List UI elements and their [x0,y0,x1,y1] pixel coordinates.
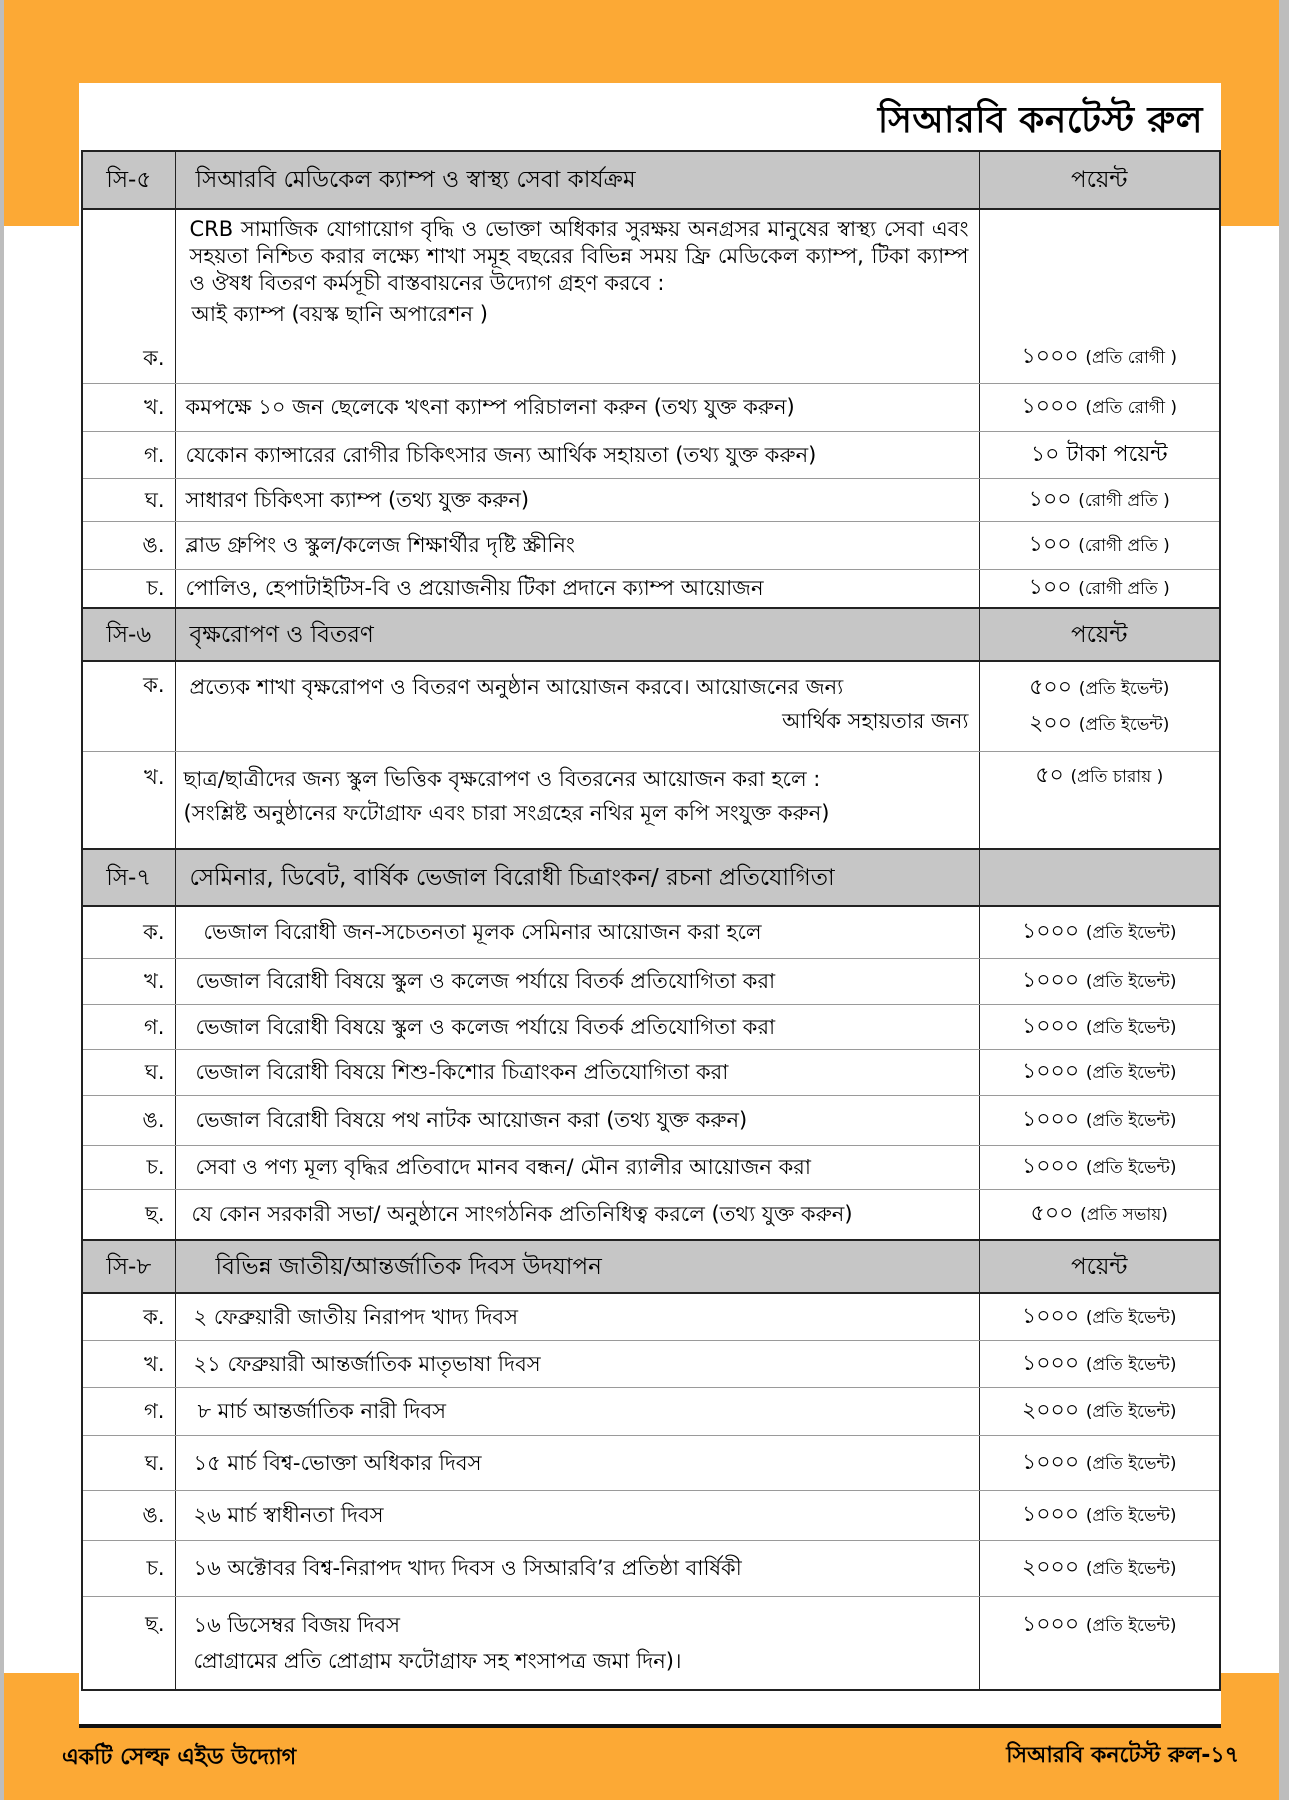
table-row [82,209,1220,383]
section-header-c8 [82,1240,1220,1293]
table-row [82,958,1220,1004]
row-text: ভেজাল বিরোধী বিষয়ে পথ নাটক আয়োজন করা (তথ্য যুক্ত করুন) [175,1095,979,1145]
row-label: খ. [82,383,175,431]
points-unit: (প্রতি ইভেন্ট) [1085,972,1177,992]
row-text: ভেজাল বিরোধী বিষয়ে স্কুল ও কলেজ পর্যায়ে বিতর্ক প্রতিযোগিতা করা [175,958,979,1004]
row-label: ক. [82,1293,175,1340]
section-code: সি-৮ [82,1240,175,1293]
row-label: ঘ. [82,478,175,521]
points-unit: (প্রতি ইভেন্ট) [1078,715,1170,735]
page-title: সিআরবি কনটেস্ট রুল [877,100,1203,141]
table-row [82,1004,1220,1049]
table-row [82,1145,1220,1189]
section-code: সি-৫ [82,151,175,209]
footer-page-label: সিআরবি কনটেস্ট রুল-১৭ [1006,1743,1239,1768]
points-value: ১০০০ [1021,1350,1080,1376]
row-label: খ. [82,958,175,1004]
row-description [175,1596,979,1690]
row-text: ভেজাল বিরোধী বিষয়ে স্কুল ও কলেজ পর্যায়ে বিতর্ক প্রতিযোগিতা করা [175,1004,979,1049]
row-label: গ. [82,431,175,478]
row-text-secondary: (সংশ্লিষ্ট অনুষ্ঠানের ফটোগ্রাফ এবং চারা সংগ্রহের নথির মূল কপি সংযুক্ত করুন) [183,800,830,825]
row-label: ঙ. [82,1490,175,1540]
table-row [82,569,1220,608]
row-text: সেবা ও পণ্য মূল্য বৃদ্ধির প্রতিবাদে মানব বন্ধন/ মৌন র‍্যালীর আয়োজন করা [175,1145,979,1189]
row-label: ক. [82,661,175,751]
row-points [979,1095,1220,1145]
table-row [82,1596,1220,1690]
row-points [979,209,1220,383]
points-value: ১০০০ [1021,1154,1080,1179]
points-value: ২০০ [1029,711,1073,736]
table-row [82,1490,1220,1540]
points-unit: (প্রতি ইভেন্ট) [1085,1307,1177,1328]
table-row [82,1095,1220,1145]
points-value: ১০০ [1028,532,1072,557]
points-value: ১০০০ [1021,394,1079,419]
row-points [979,569,1220,608]
row-label: খ. [82,751,175,849]
table-row [82,751,1220,849]
row-text-secondary: আর্থিক সহায়তার জন্য [782,709,969,733]
row-label: চ. [82,1540,175,1596]
table-row [82,661,1220,751]
points-unit: (প্রতি ইভেন্ট) [1085,1158,1177,1178]
points-unit: (প্রতি ইভেন্ট) [1085,1453,1177,1474]
row-points [979,478,1220,521]
table-row [82,1340,1220,1387]
section-header-c6 [82,608,1220,661]
row-text: যেকোন ক্যান্সারের রোগীর চিকিৎসার জন্য আর্থিক সহায়তা (তথ্য যুক্ত করুন) [175,431,979,478]
footer-prefix: একটি [62,1745,113,1770]
row-points [979,1189,1220,1240]
table-row [82,431,1220,478]
points-unit: (প্রতি ইভেন্ট) [1085,1063,1177,1083]
row-points [979,383,1220,431]
points-value: ১০০০ [1021,1059,1080,1084]
row-description [175,661,979,751]
points-unit: (প্রতি রোগী ) [1085,347,1177,368]
row-text: ২ ফেব্রুয়ারী জাতীয় নিরাপদ খাদ্য দিবস [175,1293,979,1340]
table-row [82,1293,1220,1340]
points-value: ২০০০ [1021,1555,1080,1580]
row-points [979,521,1220,569]
row-text: প্রত্যেক শাখা বৃক্ষরোপণ ও বিতরণ অনুষ্ঠান আয়োজন করবে। আয়োজনের জন্য [189,675,844,699]
points-value: ১০০০ [1021,1502,1080,1527]
points-unit: (প্রতি ইভেন্ট) [1085,1111,1177,1131]
points-unit: (প্রতি রোগী ) [1085,398,1177,418]
row-text: ১৬ অক্টোবর বিশ্ব-নিরাপদ খাদ্য দিবস ও সিআরবি’র প্রতিষ্ঠা বার্ষিকী [175,1540,979,1596]
row-text: ১৬ ডিসেম্বর বিজয় দিবস [193,1612,400,1637]
page-card [79,83,1221,1725]
row-label: চ. [82,1145,175,1189]
row-text: ব্লাড গ্রুপিং ও স্কুল/কলেজ শিক্ষার্থীর দৃষ্টি স্ক্রীনিং [175,521,979,569]
row-text: ভেজাল বিরোধী বিষয়ে শিশু-কিশোর চিত্রাংকন প্রতিযোগিতা করা [175,1049,979,1095]
row-label: খ. [82,1340,175,1387]
row-points [979,1596,1220,1690]
row-text: যে কোন সরকারী সভা/ অনুষ্ঠানে সাংগঠনিক প্রতিনিধিত্ব করলে (তথ্য যুক্ত করুন) [175,1189,979,1240]
points-unit: (প্রতি ইভেন্ট) [1085,1506,1177,1526]
row-points [979,1004,1220,1049]
row-points [979,1145,1220,1189]
row-label: ছ. [82,1189,175,1240]
row-label: চ. [82,569,175,608]
points-line [990,706,1210,742]
footer-tagline [62,1738,296,1777]
row-points [979,1049,1220,1095]
table-row [82,1540,1220,1596]
row-label: ক. [82,906,175,958]
row-text: কমপক্ষে ১০ জন ছেলেকে খৎনা ক্যাম্প পরিচালনা করুন (তথ্য যুক্ত করুন) [175,383,979,431]
row-label: ঙ. [82,521,175,569]
section-title: সেমিনার, ডিবেট, বার্ষিক ভেজাল বিরোধী চিত্রাংকন/ রচনা প্রতিযোগিতা [175,849,979,906]
points-unit: (রোগী প্রতি ) [1078,490,1170,511]
footer-divider [79,1724,1221,1728]
table-row [82,1049,1220,1095]
rules-table [81,150,1221,1691]
row-label: ক. [82,209,175,383]
row-label: গ. [82,1004,175,1049]
points-value: ১০০০ [1021,968,1080,993]
row-points [979,661,1220,751]
section-header-c5 [82,151,1220,209]
table-row [82,1189,1220,1240]
section-code: সি-৬ [82,608,175,661]
page-edge-right [1279,0,1289,1800]
page-edge-left [0,0,4,1800]
points-value: ১০০০ [1021,1611,1080,1637]
points-unit: (প্রতি ইভেন্ট) [1085,1615,1177,1636]
points-value: ১০০০ [1021,919,1080,945]
points-value: ১০০০ [1021,1303,1080,1329]
points-unit: (রোগী প্রতি ) [1078,579,1170,600]
table-row [82,1435,1220,1490]
footer-highlight: সেল্ফ এইড [120,1744,224,1770]
points-value: ১০০০ [1021,1013,1080,1039]
points-value: ৫০ [1035,762,1064,788]
row-text: ভেজাল বিরোধী জন-সচেতনতা মূলক সেমিনার আয়োজন করা হলে [175,906,979,958]
row-label: ঘ. [82,1435,175,1490]
points-header: পয়েন্ট [979,608,1220,661]
row-points [979,751,1220,849]
points-header [979,849,1220,906]
row-label: ঘ. [82,1049,175,1095]
points-value: ১০ টাকা পয়েন্ট [1030,441,1168,467]
table-row [82,1387,1220,1435]
points-unit: (প্রতি সভায়) [1080,1205,1168,1226]
points-value: ৫০০ [1029,675,1072,700]
row-text: সাধারণ চিকিৎসা ক্যাম্প (তথ্য যুক্ত করুন) [175,478,979,521]
row-text: ৮ মার্চ আন্তর্জাতিক নারী দিবস [175,1387,979,1435]
section-header-c7 [82,849,1220,906]
points-line [990,670,1210,706]
points-header: পয়েন্ট [979,151,1220,209]
points-unit: (প্রতি ইভেন্ট) [1085,1354,1177,1375]
row-description [175,751,979,849]
row-text: ছাত্র/ছাত্রীদের জন্য স্কুল ভিত্তিক বৃক্ষরোপণ ও বিতরনের আয়োজন করা হলে : [183,766,821,791]
points-unit: (প্রতি চারায় ) [1070,766,1164,787]
points-value: ১০০০ [1021,1449,1080,1475]
row-points [979,1540,1220,1596]
table-row [82,383,1220,431]
row-description [175,209,979,383]
points-unit: (প্রতি ইভেন্ট) [1085,1017,1177,1038]
row-label: গ. [82,1387,175,1435]
section-intro: CRB সামাজিক যোগায়োগ বৃদ্ধি ও ভোক্তা অধিকার সুরক্ষয় অনগ্রসর মানুষের স্বাস্থ্য সেবা এবং সহয়তা নিশ্চিত করার লক্ষ্যে শাখা সমূহ বছরের বিভিন্ন সময় ফ্রি মেডিকেল ক্যাম্প, টিকা ক্যাম্প ও ঔষধ বিতরণ কর্মসূচী বাস্তবায়নের উদ্যোগ গ্রহণ করবে : [189,217,969,295]
points-value: ২০০০ [1021,1398,1080,1423]
footer-suffix: উদ্যোগ [231,1745,297,1770]
table-row [82,478,1220,521]
section-title: বৃক্ষরোপণ ও বিতরণ [175,608,979,661]
row-points [979,1490,1220,1540]
row-label: ছ. [82,1596,175,1690]
points-value: ১০০ [1028,575,1072,601]
points-value: ৫০০ [1030,1201,1074,1227]
points-value: ১০০০ [1021,343,1079,369]
row-points [979,1435,1220,1490]
points-value: ১০০০ [1021,1107,1080,1132]
row-text: ১৫ মার্চ বিশ্ব-ভোক্তা অধিকার দিবস [175,1435,979,1490]
points-unit: (রোগী প্রতি ) [1078,536,1170,556]
section-title: সিআরবি মেডিকেল ক্যাম্প ও স্বাস্থ্য সেবা কার্যক্রম [175,151,979,209]
row-points [979,1293,1220,1340]
row-points [979,958,1220,1004]
row-label: ঙ. [82,1095,175,1145]
points-unit: (প্রতি ইভেন্ট) [1078,679,1170,699]
row-points [979,906,1220,958]
row-text: আই ক্যাম্প (বয়স্ক ছানি অপারেশন ) [191,302,488,326]
table-row [82,906,1220,958]
row-text-secondary: প্রোগ্রামের প্রতি প্রোগ্রাম ফটোগ্রাফ সহ শংসাপত্র জমা দিন)। [193,1648,682,1673]
table-row [82,521,1220,569]
points-unit: (প্রতি ইভেন্ট) [1085,923,1177,944]
row-points [979,1340,1220,1387]
points-unit: (প্রতি ইভেন্ট) [1085,1559,1177,1579]
points-value: ১০০ [1028,486,1072,512]
row-points [979,1387,1220,1435]
row-text: ২৬ মার্চ স্বাধীনতা দিবস [175,1490,979,1540]
points-header: পয়েন্ট [979,1240,1220,1293]
section-code: সি-৭ [82,849,175,906]
row-text: পোলিও, হেপাটাইটিস-বি ও প্রয়োজনীয় টিকা প্রদানে ক্যাম্প আয়োজন [175,569,979,608]
section-title: বিভিন্ন জাতীয়/আন্তর্জাতিক দিবস উদযাপন [175,1240,979,1293]
points-unit: (প্রতি ইভেন্ট) [1085,1402,1177,1422]
row-text: ২১ ফেব্রুয়ারী আন্তর্জাতিক মাতৃভাষা দিবস [175,1340,979,1387]
row-points [979,431,1220,478]
